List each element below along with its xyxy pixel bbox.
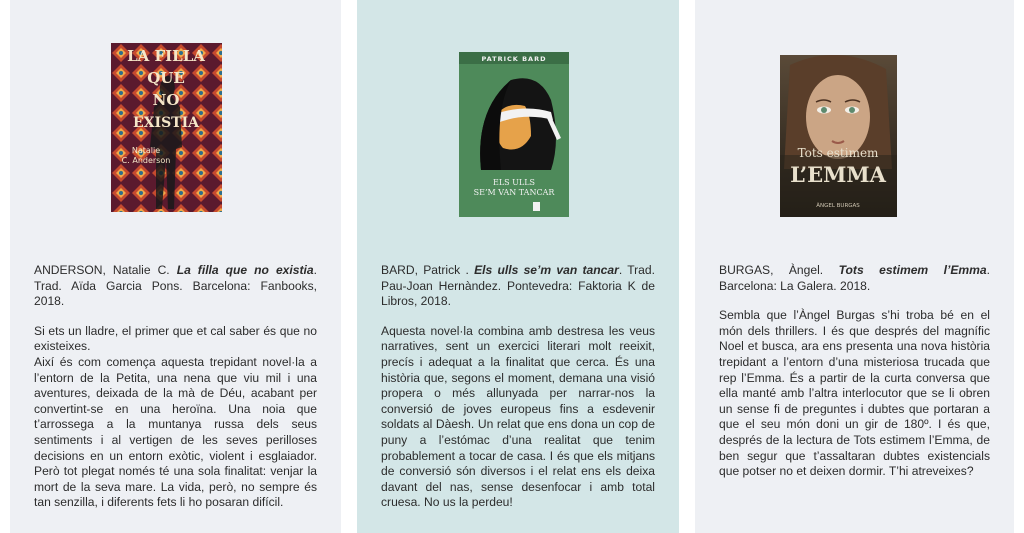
citation-author: BURGAS, Àngel. <box>719 263 824 277</box>
book-cover-tots-estimem <box>780 55 897 217</box>
citation-title: La filla que no existia <box>176 263 314 277</box>
citation-author: ANDERSON, Natalie C. <box>34 263 170 277</box>
cover-title-line-1: ELS ULLS <box>492 178 536 187</box>
citation-author: BARD, Patrick . <box>381 263 469 277</box>
cover-author: ÀNGEL BURGAS <box>816 203 860 209</box>
book-citation <box>719 263 990 294</box>
citation-details: . Trad. Pau-Joan Hernàndez. Pontevedra: Faktoria K de Libros, 2018. <box>381 263 655 309</box>
cover-title-line-1: Tots estimem <box>797 146 879 160</box>
book-description-2 <box>381 263 655 511</box>
book-column-2 <box>357 0 679 533</box>
review-paragraph-1: Aquesta novel·la combina amb destresa les veus narratives, sent un exercici literari molt reeixit, precís i adequat a la finalitat que cerca. És una història que, segons el moment, demana una visió propera o més allunyada per narrar-nos la conversió de joves europeus fins a esdevenir soldats al Dàesh. Un relat que ens dona un cop de puny a l’estómac d’una realitat que tenim probablement a tocar de casa. I és que els mitjans de conversió són diversos i el relat ens els deixa davant del nas, sense desenfocar i amb total cruesa. No us la perdeu! <box>381 323 655 510</box>
cover-title-line-2: L’EMMA <box>790 162 886 187</box>
book-description-3 <box>719 263 990 480</box>
cover-title-line-1: LA FILLA <box>127 47 205 65</box>
cover-art <box>459 52 569 217</box>
cover-title-line-3: NO <box>152 91 180 109</box>
citation-title: Els ulls se’m van tancar <box>474 263 619 277</box>
cover-author-line-2: C. Anderson <box>121 156 171 165</box>
review-paragraph-2: Així és com comença aquesta trepidant novel·la a l’entorn de la Petita, una nena que viu mil i una aventures, deixada de la mà de Déu, acabant per convertint-se en una heroïna. Una noia que t’arrossega a la muntanya russa dels seus sentiments i al vertigen de les seves perilloses decisions en un entorn exòtic, violent i esglaiador. Però tot plegat només té una sola finalitat: venjar la mort de la seva mare. La vida, però, no sempre és tan senzilla, i diferents fets li ho posaran difícil. <box>34 354 317 510</box>
cover-art <box>780 55 897 217</box>
cover-title-line-2: QUE <box>147 69 185 87</box>
review-paragraph-1: Sembla que l’Àngel Burgas s’hi troba bé en el món dels thrillers. I és que després del magnífic Noel et busca, ara ens presenta una nova història trepidant a l’entorn d’una misteriosa trucada que rep l’Emma. És a partir de la curta conversa que ella manté amb l’altra interlocutor que se li obren un sense fi de preguntes i dubtes que portaran a que el seu món doni un gir de 180º. I és que, després de la lectura de Tots estimem l’Emma, de ben segur que t’assaltaran dubtes existencials que potser no et deixen dormir. T’hi atreveixes? <box>719 308 990 479</box>
citation-details: . Trad. Aïda Garcia Pons. Barcelona: Fanbooks, 2018. <box>34 263 317 309</box>
book-description-1 <box>34 263 317 511</box>
cover-title-line-2: SE’M VAN TANCAR <box>473 188 555 197</box>
citation-title: Tots estimem l’Emma <box>838 263 987 277</box>
cover-title-line-4: EXISTIA <box>132 115 200 131</box>
cover-art <box>111 43 222 212</box>
book-cover-els-ulls <box>459 52 569 217</box>
book-citation <box>34 263 317 310</box>
book-citation <box>381 263 655 310</box>
cover-author-line-1: Natalie <box>131 146 161 155</box>
book-cover-la-filla <box>111 43 222 212</box>
citation-details: . Barcelona: La Galera. 2018. <box>719 263 990 293</box>
review-paragraph-1: Si ets un lladre, el primer que et cal saber és que no existeixes. <box>34 323 317 354</box>
book-column-1 <box>10 0 341 533</box>
book-column-3 <box>695 0 1014 533</box>
cover-author-band: PATRICK BARD <box>481 55 547 63</box>
